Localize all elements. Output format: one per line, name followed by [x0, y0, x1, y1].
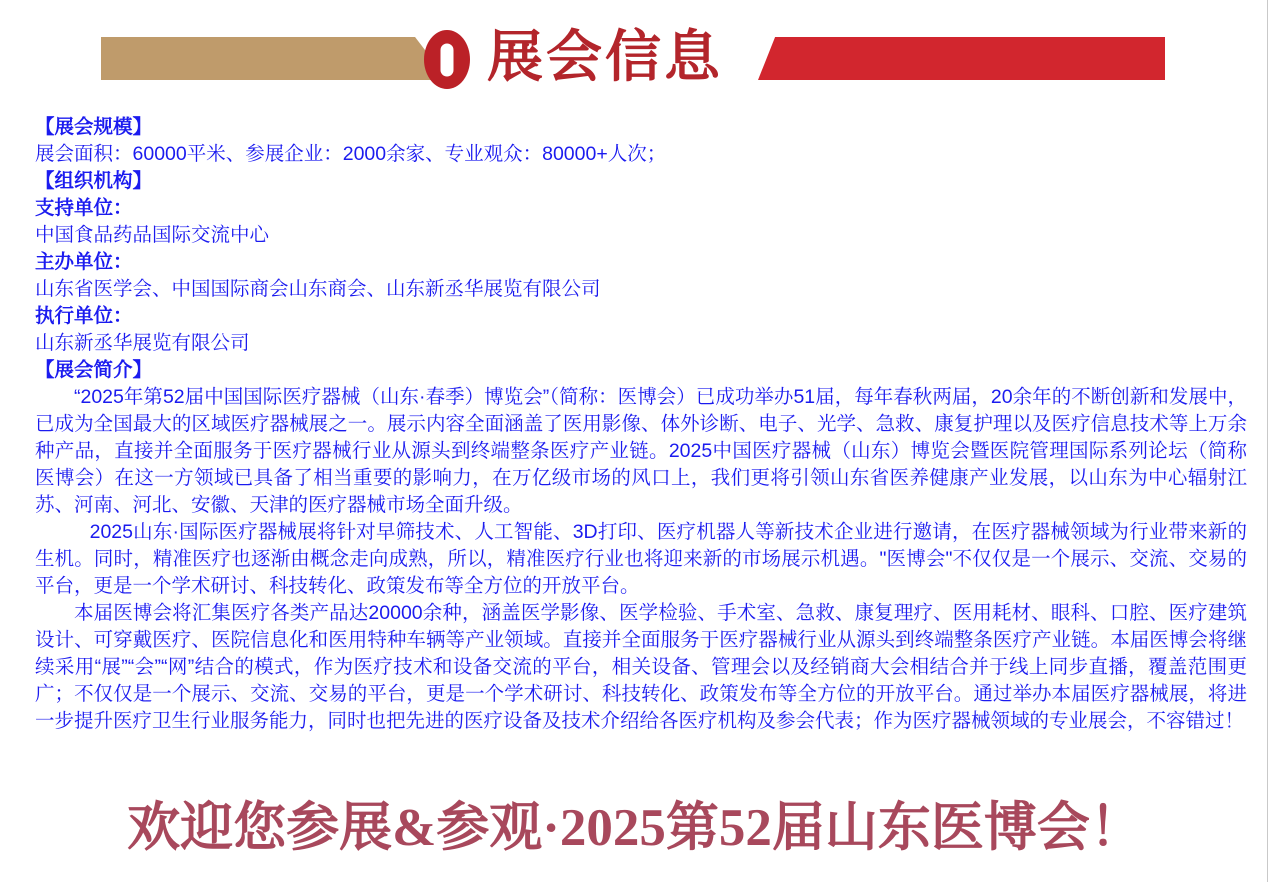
support-unit-value: 中国食品药品国际交流中心 — [35, 224, 270, 246]
support-unit-label: 支持单位： — [35, 197, 133, 219]
header-banner — [0, 25, 1270, 88]
scale-section-heading: 【展会规模】 — [35, 116, 153, 138]
intro-paragraph-1: “2025年第52届中国国际医疗器械（山东·春季）博览会”（简称：医博会）已成功举办51届，每年春秋两届，20余年的不断创新和发展中，已成为全国最大的区域医疗器械展之一。展示内容全面涵盖了医用影像、体外诊断、电子、光学、急救、康复护理以及医疗信息技术等上万余种产品，直接并全面服务于医疗器械行业从源头到终端整条医疗产业链。2025中国医疗器械（山东）博览会暨医院管理国际系列论坛（简称医博会）在这一方领域已具备了相当重要的影响力，在万亿级市场的风口上，我们更将引领山东省医养健康产业发展，以山东为中心辐射江苏、河南、河北、安徽、天津的医疗器械市场全面升级。 — [35, 386, 1247, 516]
org-section-heading: 【组织机构】 — [35, 170, 153, 192]
exec-unit-label: 执行单位： — [35, 305, 133, 327]
section-number-badge-icon — [424, 30, 470, 89]
welcome-banner-text: 欢迎您参展&参观·2025第52届山东医博会！ — [127, 799, 1143, 857]
scale-section-line: 展会面积：60000平米、参展企业：2000余家、专业观众：80000+人次； — [35, 143, 667, 165]
intro-section-heading: 【展会简介】 — [35, 359, 153, 381]
exec-unit-value: 山东新丞华展览有限公司 — [35, 332, 250, 354]
document-body — [35, 114, 1247, 735]
page-right-edge-line — [1267, 0, 1268, 882]
badge-bar-glyph — [441, 43, 454, 76]
host-unit-label: 主办单位： — [35, 251, 133, 273]
intro-paragraph-2: 2025山东·国际医疗器械展将针对早筛技术、人工智能、3D打印、医疗机器人等新技术企业进行邀请，在医疗器械领域为行业带来新的生机。同时，精准医疗也逐渐由概念走向成熟，所以，精准医疗行业也将迎来新的市场展示机遇。"医博会"不仅仅是一个展示、交流、交易的平台，更是一个学术研讨、科技转化、政策发布等全方位的开放平台。 — [35, 521, 1247, 597]
host-unit-value: 山东省医学会、中国国际商会山东商会、山东新丞华展览有限公司 — [35, 278, 601, 300]
intro-paragraph-3: 本届医博会将汇集医疗各类产品达20000余种，涵盖医学影像、医学检验、手术室、急救、康复理疗、医用耗材、眼科、口腔、医疗建筑设计、可穿戴医疗、医院信息化和医用特种车辆等产业领域。直接并全面服务于医疗器械行业从源头到终端整条医疗产业链。本届医博会将继续采用“展”“会”“网”结合的模式，作为医疗技术和设备交流的平台，相关设备、管理会以及经销商大会相结合并于线上同步直播，覆盖范围更广；不仅仅是一个展示、交流、交易的平台，更是一个学术研讨、科技转化、政策发布等全方位的开放平台。通过举办本届医疗器械展，将进一步提升医疗卫生行业服务能力，同时也把先进的医疗设备及技术介绍给各医疗机构及参会代表；作为医疗器械领域的专业展会，不容错过！ — [35, 602, 1247, 732]
banner-tan-shape — [101, 37, 448, 80]
banner-red-shape — [758, 37, 1165, 80]
banner-title: 展会信息 — [487, 25, 723, 88]
